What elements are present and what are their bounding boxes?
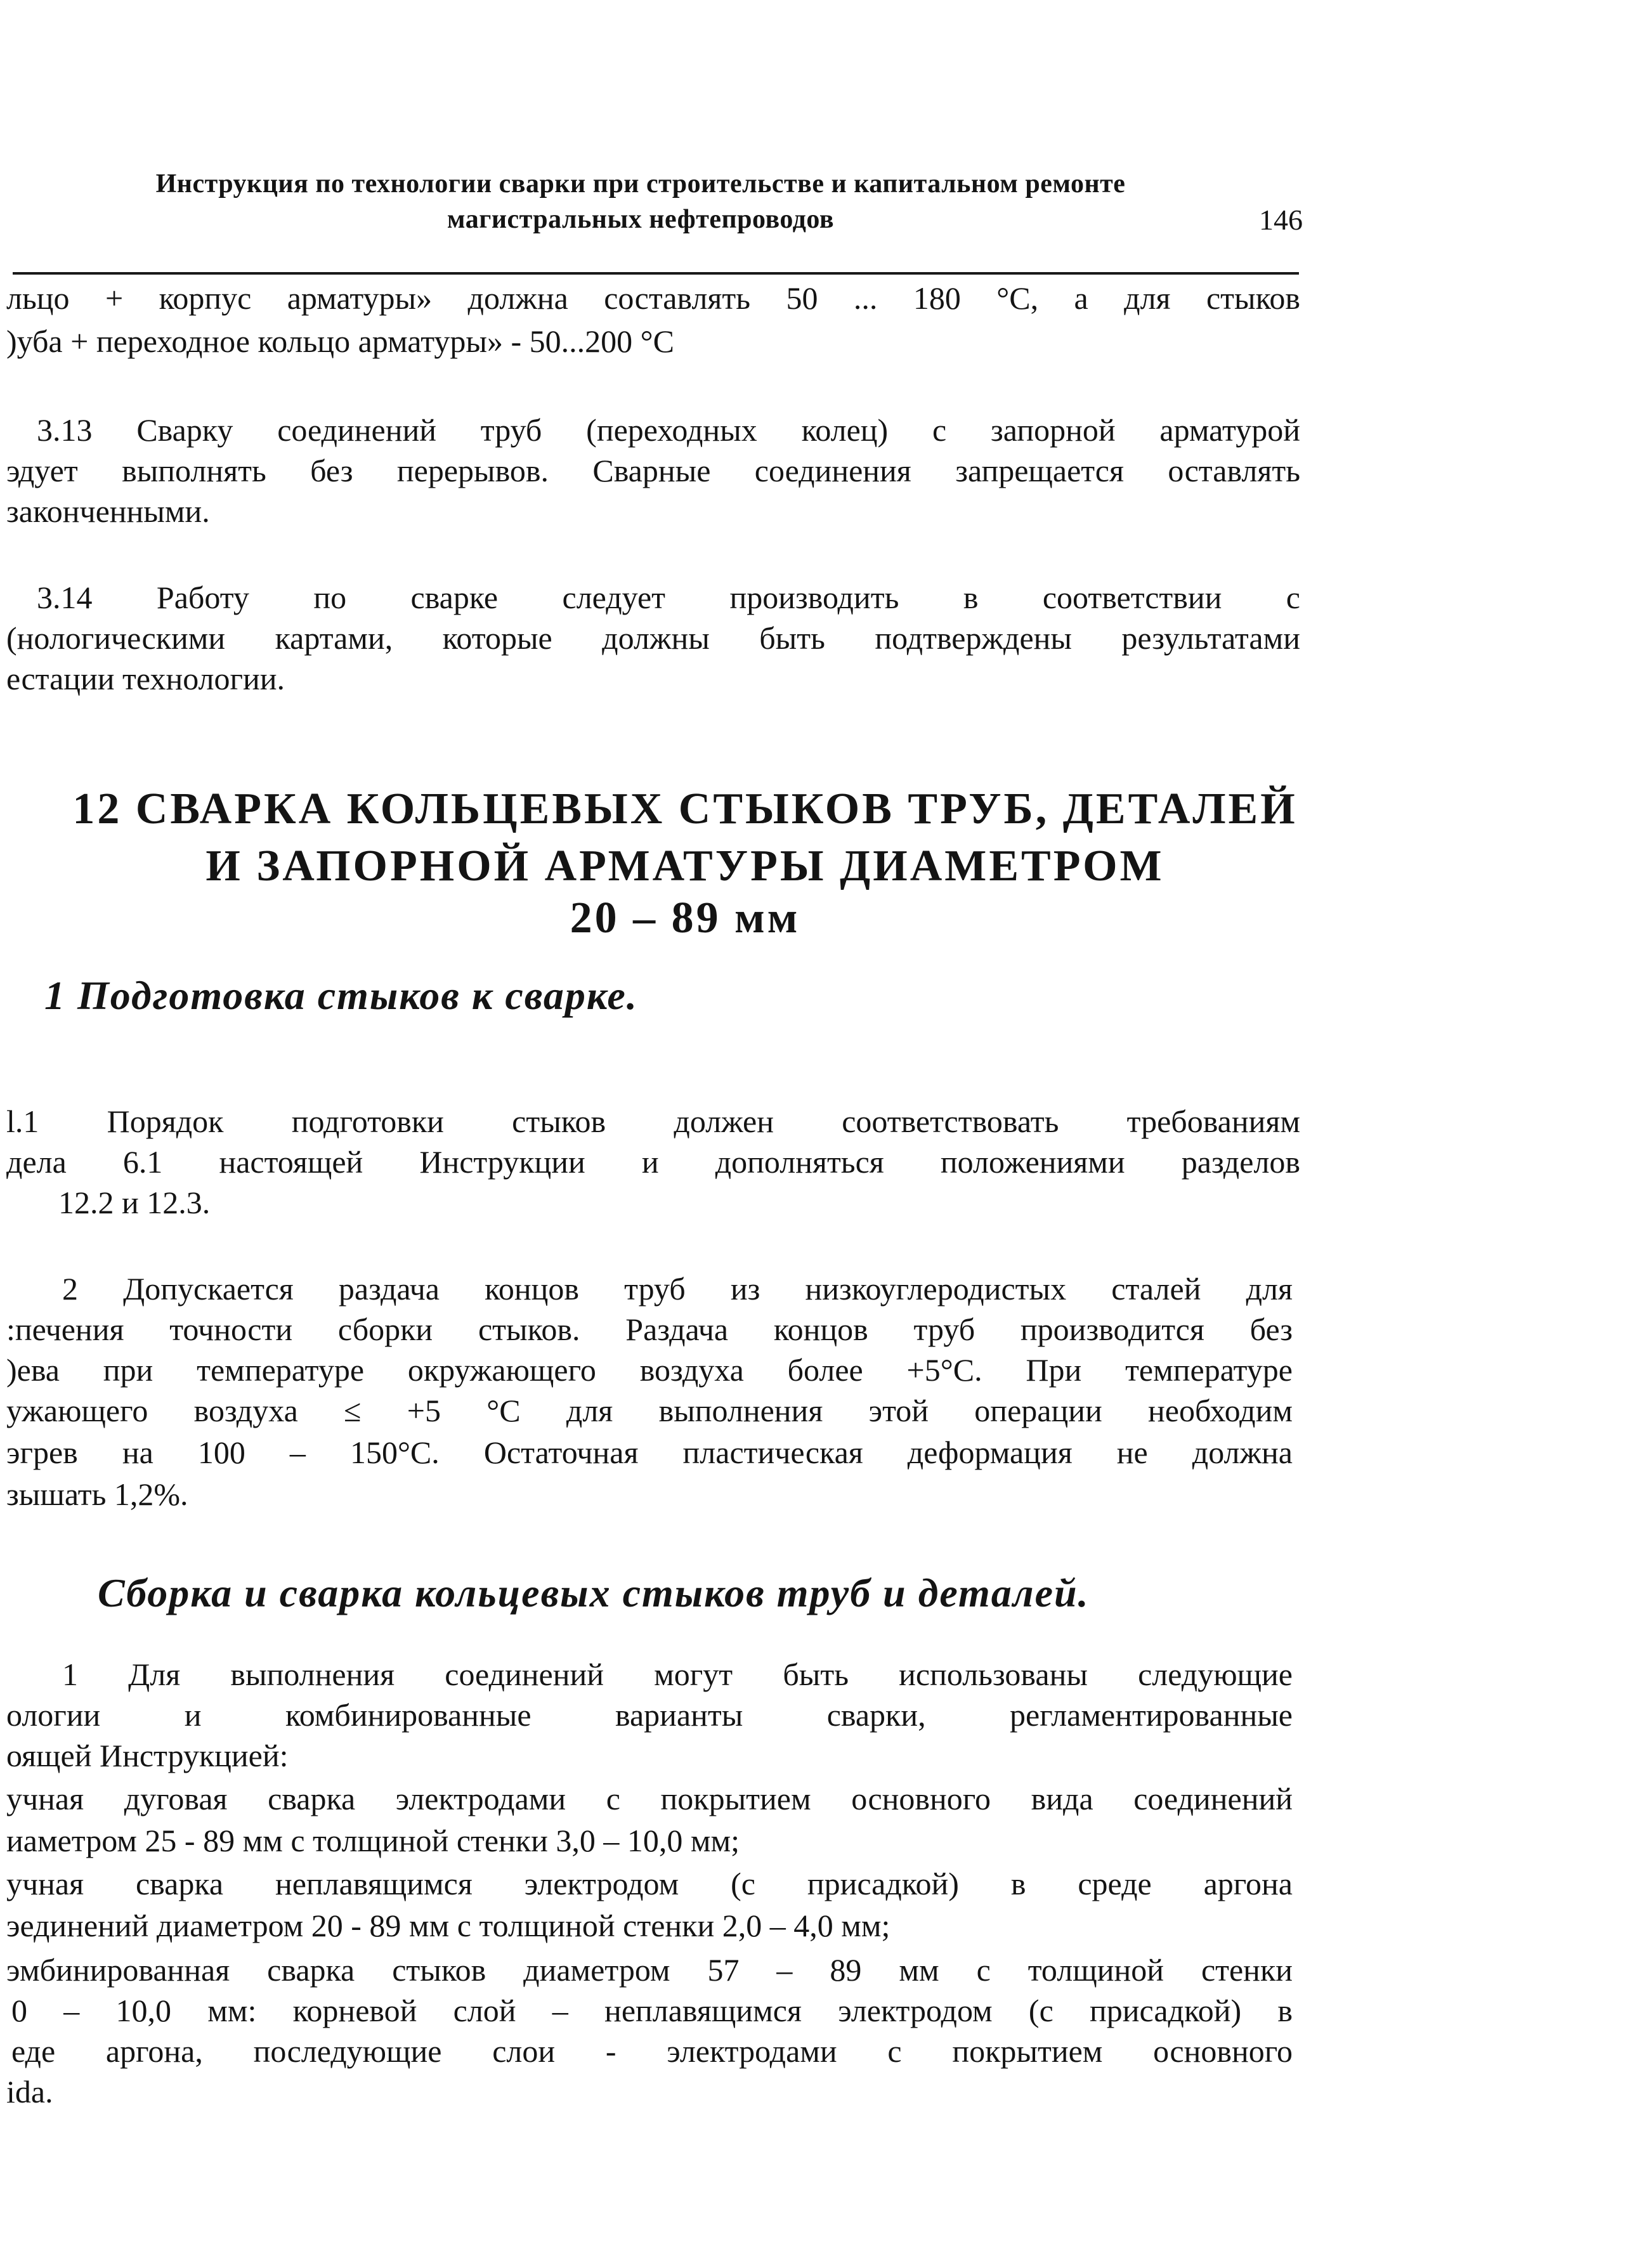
text-line: иаметром 25 - 89 мм с толщиной стенки 3,0 – 10,0 мм; bbox=[6, 1823, 740, 1858]
text-line: учная сварка неплавящимся электродом (с присадкой) в среде аргона bbox=[6, 1866, 1293, 1901]
text-line: :печения точности сборки стыков. Раздача концов труб производится без bbox=[6, 1312, 1293, 1347]
text-line: оящей Инструкцией: bbox=[6, 1738, 289, 1773]
text-line: учная дуговая сварка электродами с покрытием основного вида соединений bbox=[6, 1781, 1293, 1816]
subsection-heading: Сборка и сварка кольцевых стыков труб и деталей. bbox=[98, 1570, 1090, 1615]
text-line: ужающего воздуха ≤ +5 °С для выполнения этой операции необходим bbox=[6, 1393, 1293, 1428]
text-line: 2 Допускается раздача концов труб из низкоуглеродистых сталей для bbox=[62, 1271, 1293, 1307]
text-line: зышать 1,2%. bbox=[6, 1476, 188, 1512]
section-title-line-1: 12 СВАРКА КОЛЬЦЕВЫХ СТЫКОВ ТРУБ, ДЕТАЛЕЙ bbox=[72, 785, 1298, 833]
section-title-line-2: И ЗАПОРНОЙ АРМАТУРЫ ДИАМЕТРОМ bbox=[205, 842, 1164, 890]
header-divider bbox=[13, 272, 1299, 275]
section-title-line-3: 20 – 89 мм bbox=[570, 894, 800, 942]
text-line: законченными. bbox=[6, 493, 210, 529]
text-line: 3.13 Сварку соединений труб (переходных колец) с запорной арматурой bbox=[37, 412, 1300, 448]
text-line: 3.14 Работу по сварке следует производить в соответствии с bbox=[37, 580, 1300, 615]
text-line: еде аргона, последующие слои - электродами с покрытием основного bbox=[11, 2033, 1293, 2069]
text-line: l.1 Порядок подготовки стыков должен соответствовать требованиям bbox=[6, 1104, 1300, 1139]
text-line: эдует выполнять без перерывов. Сварные соединения запрещается оставлять bbox=[6, 453, 1300, 488]
text-line: естации технологии. bbox=[6, 661, 285, 696]
header-title-line-2: магистральных нефтепроводов bbox=[447, 205, 835, 234]
text-line: )уба + переходное кольцо арматуры» - 50...200 °С bbox=[6, 323, 674, 359]
text-line: 12.2 и 12.3. bbox=[58, 1185, 211, 1220]
text-line: )ева при температуре окружающего воздуха более +5°С. При температуре bbox=[6, 1352, 1293, 1388]
header-title-line-1: Инструкция по технологии сварки при строительстве и капитальном ремонте bbox=[155, 169, 1126, 199]
text-line: ологии и комбинированные варианты сварки, регламентированные bbox=[6, 1697, 1293, 1733]
text-line: 1 Для выполнения соединений могут быть использованы следующие bbox=[62, 1657, 1293, 1692]
text-line: эмбинированная сварка стыков диаметром 57 – 89 мм с толщиной стенки bbox=[6, 1952, 1293, 1988]
text-line: эединений диаметром 20 - 89 мм с толщиной стенки 2,0 – 4,0 мм; bbox=[6, 1908, 890, 1943]
running-header bbox=[51, 166, 1230, 237]
text-line: дела 6.1 настоящей Инструкции и дополняться положениями разделов bbox=[6, 1144, 1300, 1180]
text-line: (нологическими картами, которые должны быть подтверждены результатами bbox=[6, 620, 1300, 656]
subsection-heading: 1 Подготовка стыков к сварке. bbox=[44, 973, 638, 1018]
text-line: ida. bbox=[6, 2074, 53, 2109]
page-number: 146 bbox=[1259, 204, 1303, 236]
text-line: эгрев на 100 – 150°С. Остаточная пластическая деформация не должна bbox=[6, 1435, 1293, 1470]
text-line: 0 – 10,0 мм: корневой слой – неплавящимся электродом (с присадкой) в bbox=[11, 1993, 1293, 2028]
text-line: льцо + корпус арматуры» должна составлять 50 ... 180 °С, а для стыков bbox=[6, 280, 1300, 316]
